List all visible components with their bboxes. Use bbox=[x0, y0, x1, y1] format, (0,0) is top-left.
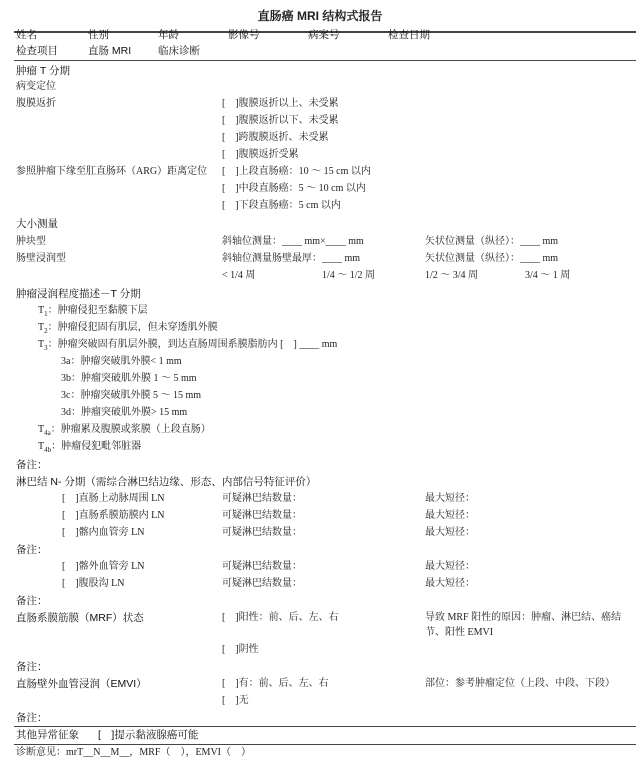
field-image-no: 影像号 bbox=[228, 29, 260, 41]
circumference-option[interactable]: 3/4 ～ 1 周 bbox=[525, 270, 571, 281]
mass-axial-field[interactable]: 斜轴位测量：____ mm×____ mm bbox=[222, 236, 364, 247]
reflection-option[interactable]: [ ]腹膜返折以下、未受累 bbox=[222, 115, 339, 126]
arg-label: 参照肿瘤下缘至肛直肠环（ARG）距离定位 bbox=[16, 166, 208, 177]
field-name: 姓名 bbox=[16, 29, 37, 41]
emvi-no-option[interactable]: [ ]无 bbox=[222, 695, 249, 706]
field-exam-date: 检查日期 bbox=[388, 29, 430, 41]
note-label: 备注： bbox=[16, 459, 48, 471]
t4b-item: $T_{4b}$：肿瘤侵犯毗邻脏器 bbox=[38, 441, 142, 454]
mrf-cause-text: 节、阳性 EMVI bbox=[425, 627, 494, 638]
field-clinical-diagnosis: 临床诊断 bbox=[158, 45, 200, 57]
wall-sagittal-field[interactable]: 矢状位测量（纵径）：____ mm bbox=[425, 253, 559, 264]
ln-option[interactable]: [ ]腹股沟 LN bbox=[62, 578, 125, 589]
t3a-item: 3a：肿瘤突破肌外膜< 1 mm bbox=[61, 356, 182, 367]
other-findings-label: 其他异常征象 bbox=[16, 729, 79, 741]
t4a-item: $T_{4a}$：肿瘤累及腹膜或浆膜（上段直肠） bbox=[38, 424, 211, 437]
mrf-heading: 直肠系膜筋膜（MRF）状态 bbox=[16, 612, 144, 624]
lesion-location-label: 病变定位 bbox=[16, 81, 56, 92]
report-title: 直肠癌 MRI 结构式报告 bbox=[257, 9, 383, 23]
n-stage-heading: 淋巴结 N- 分期（需综合淋巴结边缘、形态、内部信号特征评价） bbox=[16, 476, 317, 488]
mass-type-label: 肿块型 bbox=[16, 236, 46, 247]
ln-diameter-label: 最大短径： bbox=[425, 493, 475, 504]
diagnosis-text[interactable]: 诊断意见：mrT__N__M__，MRF（ ），EMVI（ ） bbox=[16, 747, 252, 758]
emvi-location-text: 部位：参考肿瘤定位（上段、中段、下段） bbox=[425, 678, 615, 689]
size-heading: 大小测量 bbox=[16, 218, 58, 230]
wall-axial-field[interactable]: 斜轴位测量肠壁最厚：____ mm bbox=[222, 253, 361, 264]
ln-diameter-label: 最大短径： bbox=[425, 527, 475, 538]
ln-count-label: 可疑淋巴结数量： bbox=[222, 510, 302, 521]
mass-sagittal-field[interactable]: 矢状位测量（纵径）：____ mm bbox=[425, 236, 559, 247]
divider bbox=[14, 60, 636, 61]
reflection-option[interactable]: [ ]腹膜返折受累 bbox=[222, 149, 299, 160]
note-label: 备注： bbox=[16, 544, 48, 556]
reflection-option[interactable]: [ ]腹膜返折以上、未受累 bbox=[222, 98, 339, 109]
circumference-option[interactable]: < 1/4 周 bbox=[222, 270, 256, 281]
divider bbox=[14, 744, 636, 745]
mrf-positive-option[interactable]: [ ]阳性：前、后、左、右 bbox=[222, 612, 339, 623]
divider bbox=[14, 726, 636, 727]
ln-count-label: 可疑淋巴结数量： bbox=[222, 527, 302, 538]
peritoneal-reflection-label: 腹膜返折 bbox=[16, 98, 56, 109]
ln-count-label: 可疑淋巴结数量： bbox=[222, 561, 302, 572]
ln-option[interactable]: [ ]髂内血管旁 LN bbox=[62, 527, 145, 538]
t-stage-heading: 肿瘤 T 分期 bbox=[16, 65, 71, 77]
field-exam-item-value: 直肠 MRI bbox=[88, 45, 132, 57]
note-label: 备注： bbox=[16, 595, 48, 607]
t3b-item: 3b：肿瘤突破肌外膜 1 ～ 5 mm bbox=[61, 373, 197, 384]
t2-item: $T_2$：肿瘤侵犯固有肌层，但未穿透肌外膜 bbox=[38, 322, 218, 335]
mrf-negative-option[interactable]: [ ]阴性 bbox=[222, 644, 259, 655]
ln-diameter-label: 最大短径： bbox=[425, 561, 475, 572]
field-case-no: 病案号 bbox=[308, 29, 340, 41]
wall-type-label: 肠壁浸润型 bbox=[16, 253, 66, 264]
note-label: 备注： bbox=[16, 661, 48, 673]
field-sex: 性别 bbox=[88, 29, 109, 41]
t3c-item: 3c：肿瘤突破肌外膜 5 ～ 15 mm bbox=[61, 390, 201, 401]
ln-diameter-label: 最大短径： bbox=[425, 578, 475, 589]
ln-option[interactable]: [ ]髂外血管旁 LN bbox=[62, 561, 145, 572]
field-age: 年龄 bbox=[158, 29, 179, 41]
ln-option[interactable]: [ ]直肠系膜筋膜内 LN bbox=[62, 510, 165, 521]
mucinous-option[interactable]: [ ]提示黏液腺癌可能 bbox=[98, 729, 199, 741]
ln-option[interactable]: [ ]直肠上动脉周围 LN bbox=[62, 493, 165, 504]
ln-count-label: 可疑淋巴结数量： bbox=[222, 578, 302, 589]
ln-count-label: 可疑淋巴结数量： bbox=[222, 493, 302, 504]
arg-option[interactable]: [ ]上段直肠癌：10 ～ 15 cm 以内 bbox=[222, 166, 371, 177]
emvi-heading: 直肠壁外血管浸润（EMVI） bbox=[16, 678, 147, 690]
field-exam-item: 检查项目 bbox=[16, 45, 58, 57]
arg-option[interactable]: [ ]下段直肠癌：5 cm 以内 bbox=[222, 200, 341, 211]
circumference-option[interactable]: 1/4 ～ 1/2 周 bbox=[322, 270, 376, 281]
ln-diameter-label: 最大短径： bbox=[425, 510, 475, 521]
mrf-cause-text: 导致 MRF 阳性的原因：肿瘤、淋巴结、癌结 bbox=[425, 612, 622, 623]
t3-item[interactable]: $T_3$：肿瘤突破固有肌层外膜，到达直肠周围系膜脂肪内 [ ] ____ mm bbox=[38, 339, 338, 352]
reflection-option[interactable]: [ ]跨腹膜返折、未受累 bbox=[222, 132, 329, 143]
emvi-yes-option[interactable]: [ ]有：前、后、左、右 bbox=[222, 678, 329, 689]
invasion-heading: 肿瘤浸润程度描述－T 分期 bbox=[16, 288, 141, 300]
arg-option[interactable]: [ ]中段直肠癌：5 ～ 10 cm 以内 bbox=[222, 183, 366, 194]
circumference-option[interactable]: 1/2 ～ 3/4 周 bbox=[425, 270, 479, 281]
t3d-item: 3d：肿瘤突破肌外膜> 15 mm bbox=[61, 407, 188, 418]
t1-item: $T_1$：肿瘤侵犯至黏膜下层 bbox=[38, 305, 148, 318]
note-label: 备注： bbox=[16, 712, 48, 724]
